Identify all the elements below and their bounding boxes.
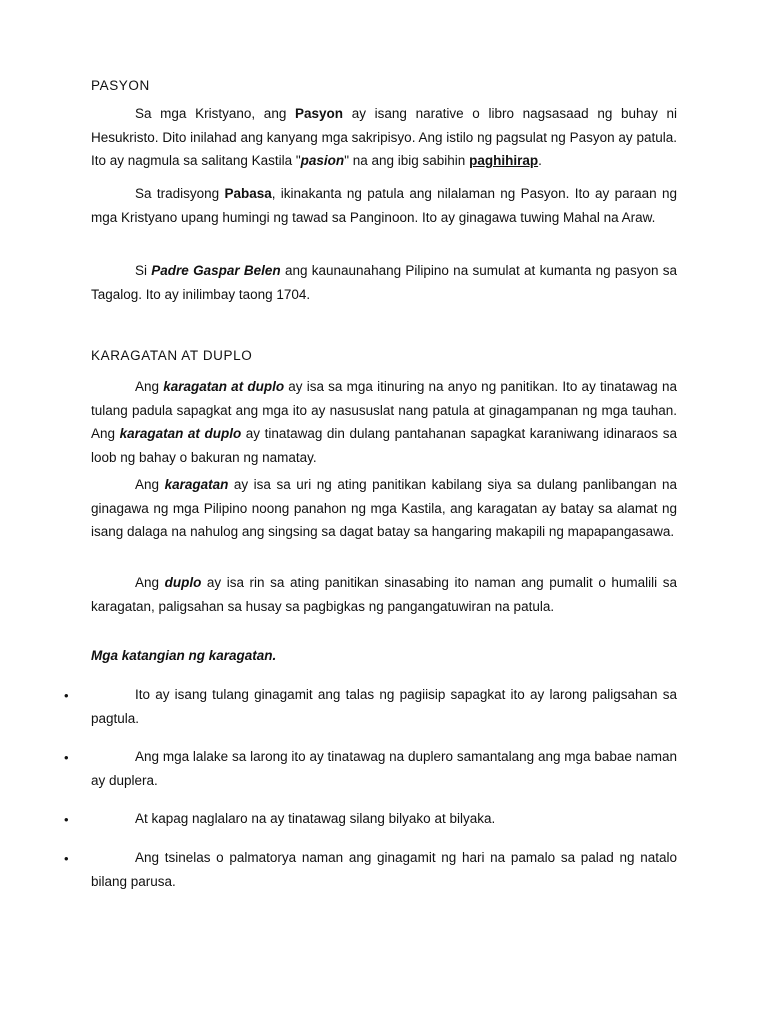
bullet-icon: • [64, 688, 69, 703]
list-item: Ang mga lalake sa larong ito ay tinatawag na duplero samantalang ang mga babae naman ay duplera. [91, 749, 677, 788]
karagatan-paragraph-1: Ang karagatan at duplo ay isa sa mga itinuring na anyo ng panitikan. Ito ay tinatawag na tulang padula sapagkat ang mga ito ay nasususlat nang patula at ginagampanan ng mga tauhan. Ang karagatan at duplo ay tinatawag din dulang pantahanan sapagkat karaniwang idinaraos sa loob ng bahay o bakuran ng namatay. [91, 379, 677, 465]
katangian-subheading: Mga katangian ng karagatan. [91, 648, 277, 663]
karagatan-heading: KARAGATAN AT DUPLO [91, 348, 253, 363]
list-item: At kapag naglalaro na ay tinatawag silang bilyako at bilyaka. [135, 811, 496, 826]
pasyon-paragraph-3: Si Padre Gaspar Belen ang kaunaunahang Pilipino na sumulat at kumanta ng pasyon sa Tagalog. Ito ay inilimbay taong 1704. [91, 263, 677, 302]
duplo-paragraph: Ang duplo ay isa rin sa ating panitikan sinasabing ito naman ang pumalit o humalili sa karagatan, paligsahan sa husay sa pagbigkas ng pangangatuwiran na patula. [91, 575, 677, 614]
pasyon-heading: PASYON [91, 78, 150, 93]
list-item: Ito ay isang tulang ginagamit ang talas ng pagiisip sapagkat ito ay larong paligsahan sa pagtula. [91, 687, 677, 726]
karagatan-paragraph-2: Ang karagatan ay isa sa uri ng ating panitikan kabilang siya sa dulang panlibangan na ginagawa ng mga Pilipino noong panahon ng mga Kastila, ang karagatan ay batay sa alamat ng isang dalaga na nahulog ang singsing sa dagat batay sa hangaring makapili ng mapapangasawa. [91, 477, 678, 539]
bullet-icon: • [64, 851, 69, 866]
pasyon-paragraph-1: Sa mga Kristyano, ang Pasyon ay isang narative o libro nagsasaad ng buhay ni Hesukristo. Dito inilahad ang kanyang mga sakripisyo. Ang istilo ng pagsulat ng Pasyon ay patula. Ito ay nagmula sa salitang Kastila "pasion" na ang ibig sabihin paghihirap. [91, 106, 677, 168]
bullet-icon: • [64, 750, 69, 765]
pasyon-paragraph-2: Sa tradisyong Pabasa, ikinakanta ng patula ang nilalaman ng Pasyon. Ito ay paraan ng mga Kristyano upang humingi ng tawad sa Panginoon. Ito ay ginagawa tuwing Mahal na Araw. [91, 186, 677, 225]
list-item: Ang tsinelas o palmatorya naman ang ginagamit ng hari na pamalo sa palad ng natalo bilang parusa. [91, 850, 677, 889]
bullet-icon: • [64, 812, 69, 827]
